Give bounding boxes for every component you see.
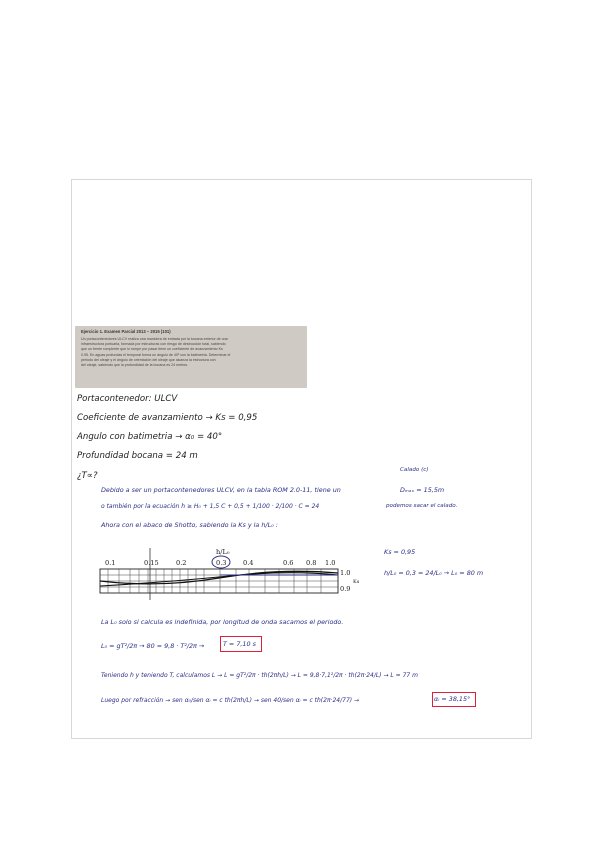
abacus-tick: 0.8	[306, 559, 317, 567]
ks-note: Ks = 0,95	[384, 548, 416, 556]
problem-line: 0.95. En aguas profundas el temporal forma un ángulo de 40º con la batimetría. Determinar el	[81, 352, 231, 357]
angle-result: αᵢ = 38,15°	[434, 695, 471, 703]
abacus-tick: 0.15	[144, 559, 159, 567]
problem-line: periodo del oleaje y el ángulo de orientación del oleaje que alcanza la estructura con	[81, 357, 216, 362]
abacus-top-label: h/L₀	[216, 548, 230, 556]
abacus-tick: 0.2	[176, 559, 187, 567]
data-angle: Angulo con batimetria → α₀ = 40°	[77, 432, 223, 442]
problem-line: Un portacontenedores ULCV realiza una maniobra de entrada por la bocana exterior de una	[81, 337, 228, 341]
refraction-equation: Luego por refracción → sen α₀/sen αᵢ = c th(2πh/L) → sen 40/sen αᵢ = c th(2π·24/77) →	[101, 697, 360, 704]
calado-label: Calado (c)	[400, 467, 429, 473]
data-ks: Coeficiente de avanzamiento → Ks = 0,95	[77, 413, 258, 423]
data-depth: Profundidad bocana = 24 m	[77, 451, 198, 461]
problem-title: Ejercicio 1. Examen Parcial 2013 – 2015 (101)	[81, 329, 171, 334]
wavelength-equation: Teniendo h y teniendo T, calculamos L → L = gT²/2π · th(2πh/L) → L = 9,8·7,1²/2π · th(2π·24/L) → L = 77 m	[101, 672, 418, 679]
problem-line: del oleaje, sabiendo que la profundidad de la bocana es 24 metros.	[81, 363, 189, 368]
solution-line-2: o también por la ecuación h ≥ H₀ + 1,5 C + 0,5 + 1/100 · 2/100 · C = 24	[101, 503, 320, 510]
problem-statement-photo	[75, 326, 307, 388]
abacus-tick: 0.1	[105, 559, 116, 567]
abacus-tick: 0.4	[243, 559, 254, 567]
period-result: T = 7,10 s	[223, 640, 256, 648]
problem-line: que un frente rompiente que lo rompe por pasar tiene un coeficiente de avanzamiento Ks	[81, 347, 223, 352]
draft-value: Dₘₐₓ = 15,5m	[400, 486, 445, 494]
abacus-right-label: Ks	[353, 579, 360, 585]
solution-line-4: La L₀ solo si calcula es indefinida, por longitud de onda sacamos el periodo.	[101, 618, 344, 626]
question: ¿T∝?	[77, 471, 98, 481]
abacus-right-value: 1.0	[340, 569, 351, 577]
abacus-right-value: 0.9	[340, 585, 351, 593]
hl-note: h/L₀ = 0,3 = 24/L₀ → L₀ = 80 m	[384, 569, 484, 577]
abacus-tick: 1.0	[325, 559, 336, 567]
solution-line-1: Debido a ser un portacontenedores ULCV, en la tabla ROM 2.0-11, tiene un	[101, 486, 341, 494]
period-equation: L₀ = gT²/2π → 80 = 9,8 · T²/2π →	[101, 642, 205, 650]
data-ship: Portacontenedor: ULCV	[77, 394, 178, 404]
problem-line: infraestructura portuaria, formada por estructuras con riesgo de destrucción total, sabiendo	[81, 342, 226, 347]
solution-line-2-end: podemos sacar el calado.	[386, 503, 458, 509]
problem-text	[81, 337, 303, 368]
shoaling-abacus	[99, 548, 361, 600]
abacus-tick: 0.3	[216, 559, 227, 567]
solution-line-3: Ahora con el abaco de Shotto, sabiendo la Ks y la h/L₀ :	[101, 521, 278, 529]
abacus-tick: 0.6	[283, 559, 294, 567]
